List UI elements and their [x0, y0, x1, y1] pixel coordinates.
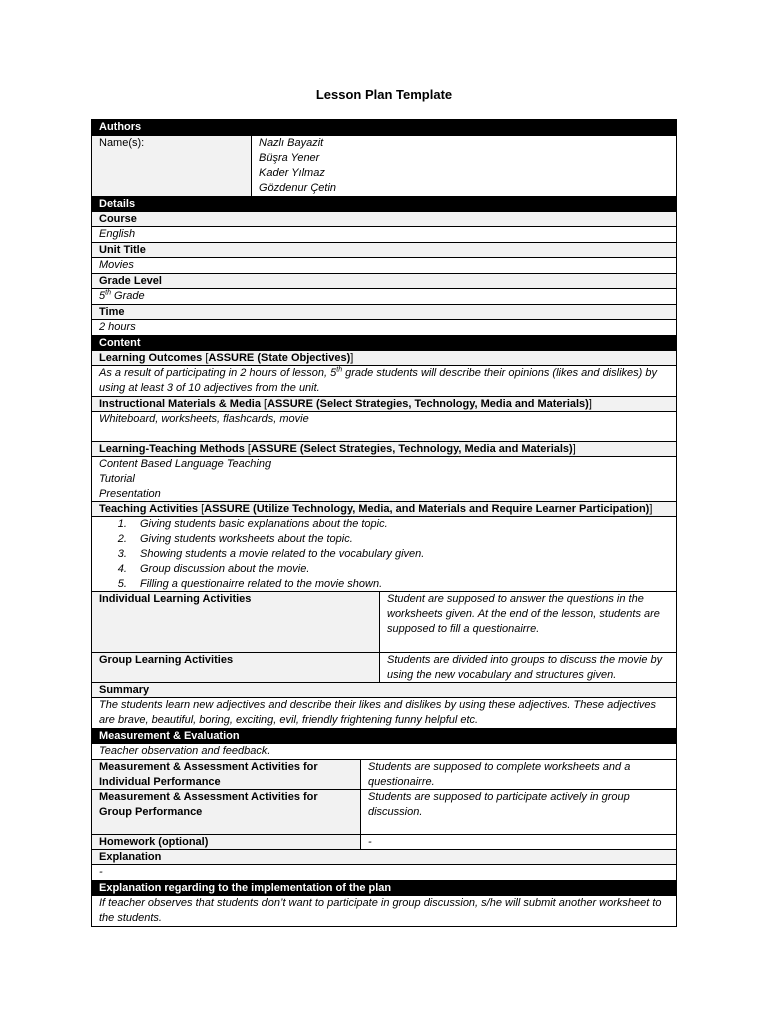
individual-assessment-row — [92, 759, 676, 789]
details-header: Details — [92, 196, 676, 211]
methods-label-text: Learning-Teaching Methods — [99, 443, 248, 455]
time-value: 2 hours — [92, 319, 676, 335]
methods-bracket-close: ] — [572, 443, 576, 455]
methods-assure: ASSURE (Select Strategies, Technology, Media and Materials) — [250, 443, 573, 455]
individual-learning-label: Individual Learning Activities — [92, 592, 379, 652]
summary-value: The students learn new adjectives and describe their likes and dislikes by using these adjectives. These adjectives are brave, beautiful, boring, exciting, evil, friendly frightening funny helpful etc. — [92, 697, 676, 728]
group-learning-value: Students are divided into groups to discuss the movie by using the new vocabulary and structures given. — [379, 653, 676, 682]
teaching-activities-label — [92, 501, 676, 516]
explanation-value: - — [92, 864, 676, 880]
page-title: Lesson Plan Template — [315, 87, 453, 102]
activities-label-text: Teaching Activities — [99, 503, 202, 515]
individual-learning-value: Student are supposed to answer the questions in the worksheets given. At the end of the lesson, students are supposed to fill a questionairre. — [379, 592, 676, 652]
names-label: Name(s): — [92, 136, 251, 196]
activity-item: 4. Group discussion about the movie. — [130, 562, 676, 577]
methods-value — [92, 456, 676, 501]
group-learning-label: Group Learning Activities — [92, 653, 379, 682]
unit-title-label: Unit Title — [92, 242, 676, 257]
methods-label — [92, 441, 676, 456]
group-assessment-label: Measurement & Assessment Activities for Group Performance — [92, 790, 360, 834]
individual-assessment-label: Measurement & Assessment Activities for Individual Performance — [92, 760, 360, 789]
methods-bracket-open: [ — [247, 443, 251, 455]
outcomes-text-b: grade students will describe their opinions (likes and dislikes) by using at least 3 of 10 adjectives from the unit. — [99, 367, 657, 394]
lesson-plan-table — [91, 119, 677, 927]
content-header: Content — [92, 335, 676, 350]
unit-title-value: Movies — [92, 257, 676, 273]
time-label: Time — [92, 304, 676, 319]
individual-learning-row — [92, 591, 676, 652]
outcomes-bracket-close: ] — [350, 352, 354, 364]
course-label: Course — [92, 211, 676, 226]
grade-word: Grade — [110, 290, 145, 302]
materials-bracket-open: [ — [264, 398, 268, 410]
method-item: Content Based Language Teaching — [99, 458, 272, 470]
outcomes-sup: th — [336, 366, 343, 374]
homework-row — [92, 834, 676, 849]
authors-header: Authors — [92, 120, 676, 135]
homework-label: Homework (optional) — [92, 835, 360, 849]
materials-bracket-close: ] — [588, 398, 592, 410]
materials-label-text: Instructional Materials & Media — [99, 398, 265, 410]
activity-item: 3. Showing students a movie related to the vocabulary given. — [130, 547, 676, 562]
outcomes-text-a: As a result of participating in 2 hours of lesson, 5 — [99, 367, 337, 379]
materials-label — [92, 396, 676, 411]
activity-item: 1. Giving students basic explanations about the topic. — [130, 517, 676, 532]
activities-bracket-open: [ — [201, 503, 205, 515]
author-name: Büşra Yener — [259, 152, 320, 164]
outcomes-label-text: Learning Outcomes — [99, 352, 206, 364]
materials-value: Whiteboard, worksheets, flashcards, movie — [92, 411, 676, 441]
group-assessment-row — [92, 789, 676, 834]
method-item: Presentation — [99, 488, 161, 500]
method-item: Tutorial — [99, 473, 135, 485]
evaluation-header: Measurement & Evaluation — [92, 728, 676, 743]
teaching-activities-list — [92, 516, 676, 591]
learning-outcomes-label — [92, 350, 676, 365]
implementation-value: If teacher observes that students don’t want to participate in group discussion, s/he will submit another worksheet to the students. — [92, 895, 676, 926]
author-name: Gözdenur Çetin — [259, 182, 337, 194]
group-assessment-value: Students are supposed to participate actively in group discussion. — [360, 790, 676, 834]
evaluation-intro: Teacher observation and feedback. — [92, 743, 676, 759]
summary-label: Summary — [92, 682, 676, 697]
author-name: Kader Yılmaz — [259, 167, 325, 179]
grade-level-value — [92, 288, 676, 304]
outcomes-bracket-open: [ — [205, 352, 209, 364]
activities-bracket-close: ] — [649, 503, 653, 515]
activity-item: 2. Giving students worksheets about the topic. — [130, 532, 676, 547]
materials-assure: ASSURE (Select Strategies, Technology, Media and Materials) — [267, 398, 589, 410]
implementation-header: Explanation regarding to the implementation of the plan — [92, 880, 676, 895]
activities-assure: ASSURE (Utilize Technology, Media, and Materials and Require Learner Participation) — [204, 503, 650, 515]
group-learning-row — [92, 652, 676, 682]
names-list — [251, 136, 676, 196]
homework-value: - — [360, 835, 676, 849]
author-name: Nazlı Bayazit — [259, 137, 324, 149]
authors-row — [92, 135, 676, 196]
activity-item: 5. Filling a questionairre related to the movie shown. — [130, 577, 676, 592]
grade-level-label: Grade Level — [92, 273, 676, 288]
individual-assessment-value: Students are supposed to complete worksheets and a questionairre. — [360, 760, 676, 789]
explanation-label: Explanation — [92, 849, 676, 864]
course-value: English — [92, 226, 676, 242]
grade-suffix: th — [105, 289, 111, 297]
outcomes-assure: ASSURE (State Objectives) — [208, 352, 351, 364]
grade-number: 5 — [99, 290, 106, 302]
learning-outcomes-value — [92, 365, 676, 396]
